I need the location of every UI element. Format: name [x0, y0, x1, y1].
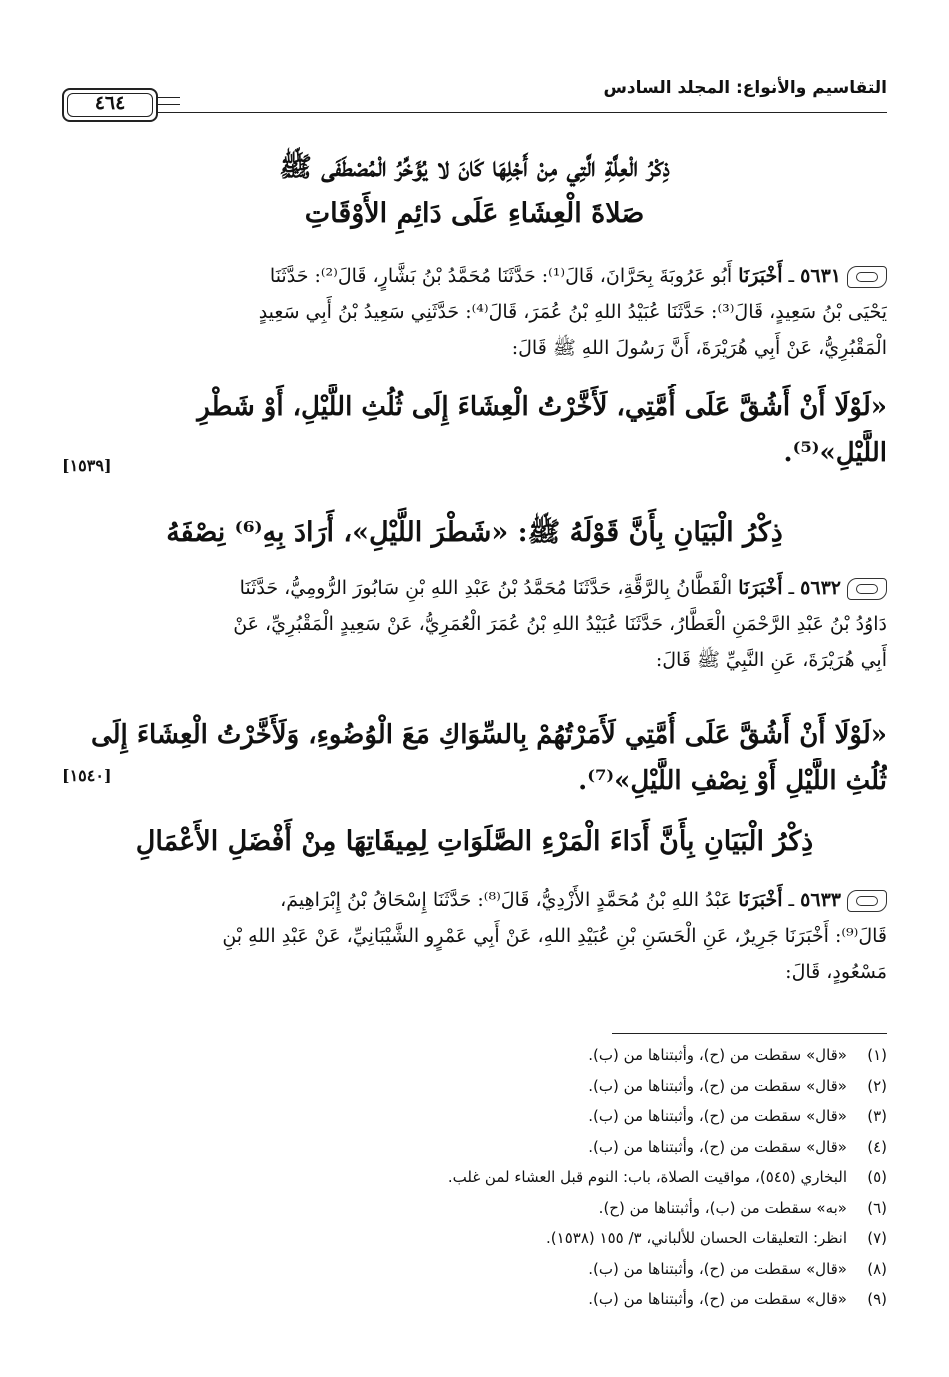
hadith-number: ٥٦٣٢ — [800, 577, 841, 599]
hadith-5633-isnad — [62, 882, 887, 990]
footnote-text: انظر: التعليقات الحسان للألباني، ٣/ ١٥٥ (١٥٣٨). — [546, 1229, 847, 1247]
footnote-number: (٢) — [867, 1076, 887, 1095]
isnad-text: عَبْدُ اللهِ بْنُ مُحَمَّدٍ الأَزْدِيُّ، قَالَ⁽⁸⁾: حَدَّثَنَا إِسْحَاقُ بْنُ إِبْرَاهِيمَ، — [280, 889, 733, 911]
footnote — [62, 1040, 887, 1071]
matn-line: «لَوْلَا أَنْ أَشُقَّ عَلَى أُمَّتِي لَأَمَرْتُهُمْ بِالسِّوَاكِ مَعَ الْوُضُوءِ، وَلَأَخَّرْتُ الْعِشَاءَ إِلَى — [90, 720, 887, 750]
footnote-number: (٦) — [867, 1198, 887, 1217]
running-header — [62, 74, 887, 118]
hadith-number: ٥٦٣١ — [800, 265, 841, 287]
footnote-number: (٧) — [867, 1229, 887, 1247]
hadith-5632-matn — [62, 712, 887, 804]
isnad-line: الْمَقْبُرِيُّ، عَنْ أَبِي هُرَيْرَةَ، أَنَّ رَسُولَ اللهِ ﷺ قَالَ: — [511, 337, 887, 359]
footnote-number: (٣) — [867, 1107, 887, 1125]
isnad-text: أَبُو عَرُوبَةَ بِحَرَّانَ، قَالَ⁽¹⁾: حَدَّثَنَا مُحَمَّدُ بْنُ بَشَّارٍ، قَالَ⁽²⁾: حَدَّثَنَا — [269, 265, 733, 287]
page-number-ornament — [158, 97, 180, 105]
hadith-5631-isnad — [62, 258, 887, 366]
footnote — [62, 1254, 887, 1285]
hadith-marker-icon — [847, 578, 887, 600]
isnad-line: قَالَ⁽⁹⁾: أَخْبَرَنَا جَرِيرٌ، عَنِ الْحَسَنِ بْنِ عُبَيْدِ اللهِ، عَنْ أَبِي عَمْرٍو الشَّيْبَانِيِّ، عَنْ عَبْدِ اللهِ بْنِ — [222, 925, 887, 947]
section-2-title: ذِكْرُ الْبَيَانِ بِأَنَّ قَوْلَهُ ﷺ: «شَطْرَ اللَّيْلِ»، أَرَادَ بِهِ⁽⁶⁾ نِصْفَهُ — [166, 517, 783, 548]
footnote — [62, 1132, 887, 1163]
footnote-text: «قال» سقطت من (ح)، وأثبتناها من (ب). — [588, 1107, 847, 1125]
footnotes — [62, 1040, 887, 1315]
matn-line: ثُلُثِ اللَّيْلِ أَوْ نِصْفِ اللَّيْلِ»⁽⁷⁾. — [578, 766, 887, 796]
hadith-lead-word: أَخْبَرَنَا — [738, 577, 783, 599]
matn-line: «لَوْلَا أَنْ أَشُقَّ عَلَى أُمَّتِي، لَأَخَّرْتُ الْعِشَاءَ إِلَى ثُلُثِ اللَّيْلِ، أَوْ شَطْرِ — [197, 392, 887, 422]
hadith-5631-matn — [62, 384, 887, 476]
hadith-lead-word: أَخْبَرَنَا — [738, 265, 783, 287]
footnote — [62, 1223, 887, 1254]
hadith-number: ٥٦٣٣ — [800, 889, 841, 911]
footnote-number: (١) — [867, 1046, 887, 1064]
footnote-number: (٩) — [867, 1290, 887, 1308]
footnote — [62, 1162, 887, 1193]
footnote — [62, 1071, 887, 1102]
page-number: ٤٦٤ — [94, 92, 126, 114]
footnote-text: «به» سقطت من (ب)، وأثبتناها من (ح). — [598, 1198, 847, 1217]
footnote-rule — [612, 1033, 887, 1034]
isnad-line: ٥٦٣١ ـ أَخْبَرَنَا أَبُو عَرُوبَةَ بِحَرَّانَ، قَالَ⁽¹⁾: حَدَّثَنَا مُحَمَّدُ بْنُ بَشَّارٍ، قَالَ⁽²⁾: حَدَّثَنَا — [62, 258, 887, 294]
footnote-text: «قال» سقطت من (ح)، وأثبتناها من (ب). — [588, 1046, 847, 1064]
footnote-text: «قال» سقطت من (ح)، وأثبتناها من (ب). — [588, 1259, 847, 1278]
footnote-number: (٥) — [867, 1168, 887, 1186]
footnote — [62, 1193, 887, 1224]
hadith-5631-reference: [١٥٣٩] — [62, 456, 112, 475]
header-rule — [62, 112, 887, 113]
isnad-line: يَحْيَى بْنُ سَعِيدٍ، قَالَ⁽³⁾: حَدَّثَنَا عُبَيْدُ اللهِ بْنُ عُمَرَ، قَالَ⁽⁴⁾: حَدَّثَنِي سَعِيدُ بْنُ أَبِي سَعِيدٍ — [258, 301, 887, 323]
footnote-number: (٨) — [867, 1259, 887, 1278]
footnote-text: «قال» سقطت من (ح)، وأثبتناها من (ب). — [588, 1137, 847, 1156]
hadith-5632-isnad — [62, 570, 887, 678]
section-3-title: ذِكْرُ الْبَيَانِ بِأَنَّ أَدَاءَ الْمَرْءِ الصَّلَوَاتِ لِمِيقَاتِهَا مِنْ أَفْضَلِ الأَعْمَالِ — [135, 826, 814, 857]
isnad-line: مَسْعُودٍ، قَالَ: — [785, 961, 887, 983]
isnad-line: أَبِي هُرَيْرَةَ، عَنِ النَّبِيِّ ﷺ قَالَ: — [655, 649, 887, 671]
footnote-number: (٤) — [867, 1137, 887, 1156]
footnote-text: «قال» سقطت من (ح)، وأثبتناها من (ب). — [588, 1076, 847, 1095]
hadith-marker-icon — [847, 890, 887, 912]
isnad-line: ٥٦٣٣ ـ أَخْبَرَنَا عَبْدُ اللهِ بْنُ مُحَمَّدٍ الأَزْدِيُّ، قَالَ⁽⁸⁾: حَدَّثَنَا إِسْحَاقُ بْنُ إِبْرَاهِيمَ، — [62, 882, 887, 918]
running-header-title: التقاسيم والأنواع: المجلد السادس — [603, 78, 887, 98]
footnote — [62, 1101, 887, 1132]
isnad-line: ٥٦٣٢ ـ أَخْبَرَنَا الْقَطَّانُ بِالرَّقَّةِ، حَدَّثَنَا مُحَمَّدُ بْنُ عَبْدِ اللهِ بْنِ سَابُورَ الرُّومِيُّ، حَدَّثَنَا — [62, 570, 887, 606]
matn-line: اللَّيْلِ»⁽⁵⁾. — [783, 438, 887, 468]
footnote-text: «قال» سقطت من (ح)، وأثبتناها من (ب). — [588, 1290, 847, 1308]
hadith-marker-icon — [847, 266, 887, 288]
isnad-text: الْقَطَّانُ بِالرَّقَّةِ، حَدَّثَنَا مُحَمَّدُ بْنُ عَبْدِ اللهِ بْنِ سَابُورَ الرُّومِيُّ، حَدَّثَنَا — [239, 577, 733, 599]
footnote-text: البخاري (٥٤٥)، مواقيت الصلاة، باب: النوم قبل العشاء لمن غلب. — [447, 1168, 847, 1186]
isnad-line: دَاوُدُ بْنُ عَبْدِ الرَّحْمَنِ الْعَطَّارُ، حَدَّثَنَا عُبَيْدُ اللهِ بْنُ عُمَرَ الْعُمَرِيُّ، عَنْ سَعِيدٍ الْمَقْبُرِيِّ، عَنْ — [233, 613, 887, 635]
hadith-5632-reference: [١٥٤٠] — [62, 766, 112, 785]
footnote — [62, 1284, 887, 1315]
section-1-title-line-2: صَلاةَ الْعِشَاءِ عَلَى دَائِمِ الأَوْقَاتِ — [304, 198, 645, 229]
hadith-lead-word: أَخْبَرَنَا — [738, 889, 783, 911]
section-1-title-line-1: ذِكْرُ الْعِلَّةِ الَّتِي مِنْ أَجْلِهَا كَانَ لا يُؤَخِّرُ الْمُصْطَفَى ﷺ — [279, 152, 670, 183]
